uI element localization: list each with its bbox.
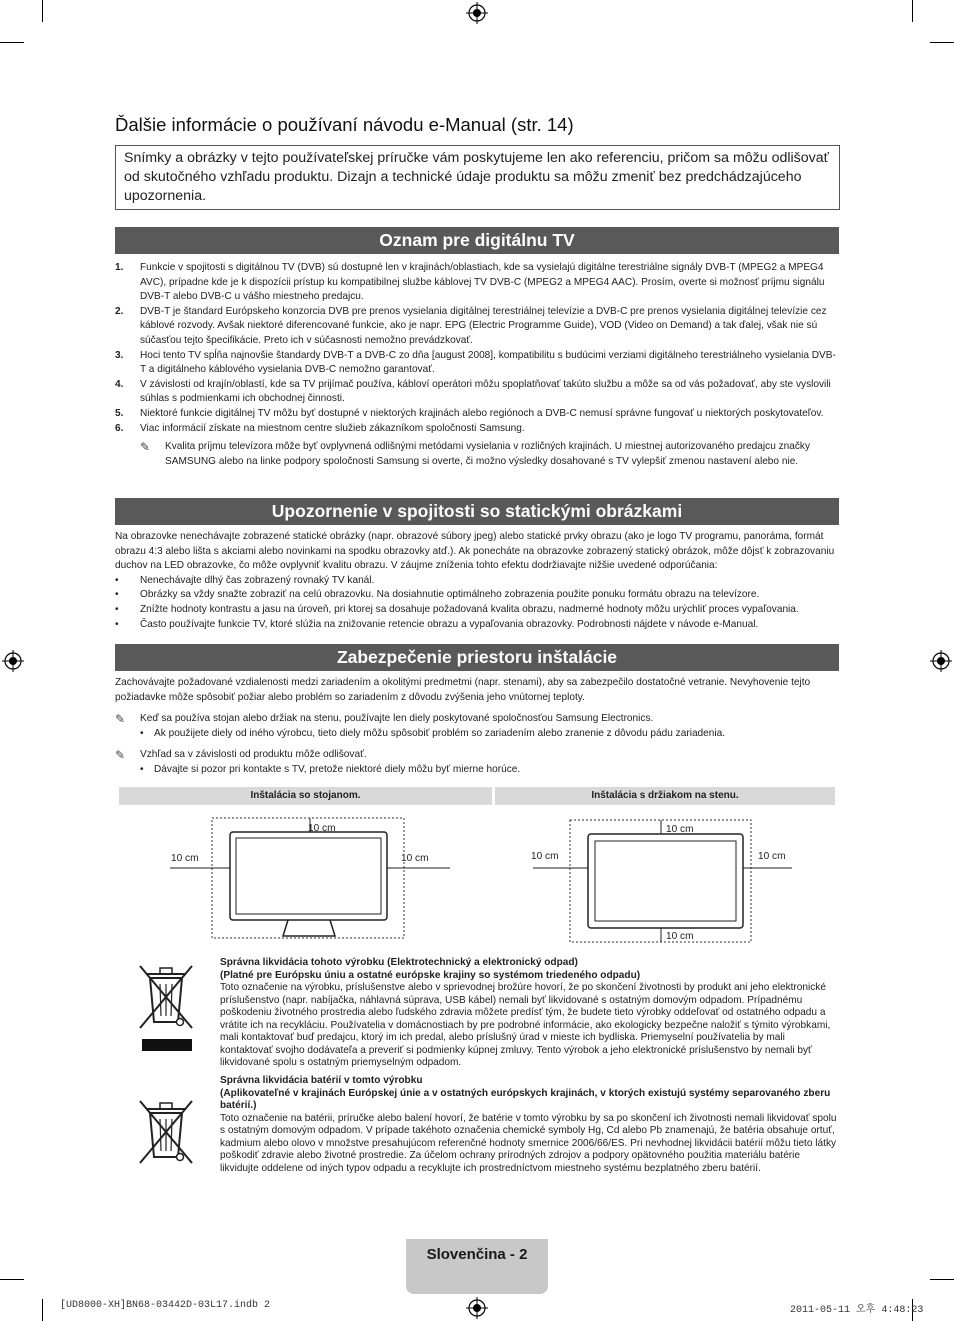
list-item: • Nenechávajte dlhý čas zobrazený rovnaký TV kanál. bbox=[115, 574, 375, 586]
note-pencil-icon: ✎ bbox=[115, 712, 126, 727]
battery-disposal-text: Správna likvidácia batérií v tomto výrobku (Aplikovateľné v krajinách Európskej únie a v ostatných európskych krajinách, v ktorých existujú systémy separovaného zberu batérií.) Toto označenie na batérii, príručke alebo balení hovorí, že batérie v tomto výrobku by sa po skončení ich životnosti nemali likvidovať spolu s ostatným domovým odpadom. V prípade takéhoto označenia chemické symboly Hg, Cd alebo Pb znamenajú, že batéria obsahuje ortuť, kadmium alebo olovo v množstve presahujúcom referenčné hodnoty smernice 2006/66/ES. Pri nevhodnej likvidácii batérií môžu tieto látky poškodiť zdravie alebo životné prostredie. Za účelom ochrany prírodných zdrojov a podpory opätovného použitia materiálu batérie likvidujte oddelene od iných typov odpadu a recyklujte ich prostredníctvom miestneho systému bezplatného zberu batérií. bbox=[220, 1075, 837, 1174]
distance-label-left: 10 cm bbox=[171, 853, 199, 864]
crop-mark bbox=[930, 1279, 954, 1280]
list-item: • Dávajte si pozor pri kontakte s TV, pretože niektoré diely môžu byť mierne horúce. bbox=[140, 763, 521, 775]
page-number-tab: Slovenčina - 2 bbox=[406, 1239, 548, 1294]
registration-mark-icon bbox=[2, 650, 24, 672]
list-item: 1. Funkcie v spojitosti s digitálnou TV (DVB) sú dostupné len v krajinách/oblastiach, kde sa vysielajú digitálne terestriálne signály DVB-T (MPEG2 a MPEG4 AVC), prípadne kde je k dispozícii prístup ku kompatibilnej službe káblovej TV DVB-C (MPEG2 a MPEG4 AAC). Prosím, overte si možnosť príjmu signálu DVB-T alebo DVB-C u vášho miestneho predajcu. bbox=[115, 262, 825, 303]
stand-installation-header: Inštalácia so stojanom. bbox=[119, 787, 492, 805]
list-item: 6. Viac informácií získate na miestnom centre služieb zákazníkom spoločnosti Samsung. bbox=[115, 422, 525, 434]
page-title: Ďalšie informácie o používaní návodu e-Manual (str. 14) bbox=[115, 114, 574, 135]
note-pencil-icon: ✎ bbox=[115, 748, 126, 763]
distance-label-left: 10 cm bbox=[531, 851, 559, 862]
registration-mark-icon bbox=[930, 650, 952, 672]
section-heading-digital-tv: Oznam pre digitálnu TV bbox=[115, 227, 839, 254]
list-item: 2. DVB-T je štandard Európskeho konzorcia DVB pre prenos vysielania digitálnej terestriálnej televízie a DVB-C pre prenos vysielania digitálnej televízie cez káblové rozvody. Avšak niektoré diferencované funkcie, ako je napr. EPG (Electric Programme Guide), VOD (Video on Demand) a tak ďalej, však nie sú súčasťou tejto špecifikácie. Preto ich v súčasnosti nemožno prevádzkovať. bbox=[115, 305, 827, 346]
crossed-bin-icon bbox=[136, 960, 196, 1052]
list-item: 3. Hoci tento TV spĺňa najnovšie štandardy DVB-T a DVB-C zo dňa [august 2008], kompatibilitu s budúcimi verziami digitálneho terestriálneho vysielania DVB-T a digitálneho káblového vysielania DVB-C nemožno garantovať. bbox=[115, 349, 836, 376]
digital-tv-list bbox=[115, 261, 839, 469]
wall-mount-installation-diagram bbox=[530, 810, 800, 950]
distance-label-bottom: 10 cm bbox=[666, 931, 694, 942]
static-images-body: Na obrazovke nenechávajte zobrazené statické obrázky (napr. obrazové súbory jpeg) alebo statické prvky obrazu (ako je logo TV programu, panoráma, formát obrazu 4:3 alebo lišta s akciami alebo novinkami na spodku obrazovky atď.). Ak ponecháte na obrazovke zobrazený statický obrázok, môže dôjsť k zobrazovaniu duchov na LED obrazovke, čo môže ovplyvniť kvalitu obrazu. V záujme zníženia tohto efektu dodržiavajte nižšie uvedené odporúčania: • Nenechávajte dlhý čas zobrazený rovnaký TV kanál. • Obrázky sa vždy snažte zobraziť na celú obrazovku. Na dosiahnutie optimálneho zobrazenia použite ponuku formátu obrazu na televízore. • Znížte hodnoty kontrastu a jasu na úroveň, pri ktorej sa dosahuje požadovaná kvalita obrazu, nadmerné hodnoty môžu urýchliť proces vypaľovania. • Často používajte funkcie TV, ktoré slúžia na znižovanie retencie obrazu a vypaľovania obrazovky. Podrobnosti nájdete v návode e-Manual. bbox=[115, 530, 839, 632]
installation-body: Zachovávajte požadované vzdialenosti medzi zariadením a okolitými predmetmi (napr. stenami), aby sa zabezpečilo dostatočné vetranie. Nevyhovenie tejto požiadavke môže spôsobiť požiar alebo problém so zariadením z dôvodu zvýšenia jeho vnútornej teploty. ✎ Keď sa používa stojan alebo držiak na stenu, používajte len diely poskytované spoločnosťou Samsung Electronics. • Ak použijete diely od iného výrobcu, tieto diely môžu spôsobiť problém so zariadením alebo zranenie z dôvodu pádu zariadenia. ✎ Vzhľad sa v závislosti od produktu môže odlišovať. • Dávajte si pozor pri kontakte s TV, pretože niektoré diely môžu byť mierne horúce. bbox=[115, 676, 839, 778]
list-item: • Ak použijete diely od iného výrobcu, tieto diely môžu spôsobiť problém so zariadením alebo zranenie z dôvodu pádu zariadenia. bbox=[140, 727, 726, 739]
note: ✎ Keď sa používa stojan alebo držiak na stenu, používajte len diely poskytované spoločnosťou Samsung Electronics. bbox=[115, 712, 654, 727]
print-slug-left: [UD8000-XH]BN68-03442D-03L17.indb 2 bbox=[60, 1300, 271, 1311]
registration-mark-icon bbox=[466, 1297, 488, 1319]
crop-mark bbox=[930, 42, 954, 43]
crop-mark bbox=[912, 0, 913, 22]
crop-mark bbox=[42, 0, 43, 22]
distance-label-right: 10 cm bbox=[401, 853, 429, 864]
distance-label-top: 10 cm bbox=[308, 823, 336, 834]
note-pencil-icon: ✎ bbox=[140, 440, 151, 455]
list-item: 5. Niektoré funkcie digitálnej TV môžu byť dostupné v niektorých krajinách alebo regiónoch a DVB-C nemusí správne fungovať u niektorých poskytovateľov. bbox=[115, 407, 824, 419]
distance-label-right: 10 cm bbox=[758, 851, 786, 862]
note: ✎ Vzhľad sa v závislosti od produktu môže odlišovať. bbox=[115, 748, 367, 763]
note: ✎ Kvalita príjmu televízora môže byť ovplyvnená odlišnými metódami vysielania v rozličných krajinách. U miestnej autorizovaného predajcu značky SAMSUNG alebo na linke podpory spoločnosti Samsung si overte, či možno výsledky dosahované s TV vylepšiť zmenou nastavení alebo nie. bbox=[115, 440, 839, 469]
tv-icon bbox=[230, 832, 387, 920]
disclaimer-box: Snímky a obrázky v tejto používateľskej príručke vám poskytujeme len ako referenciu, pričom sa môžu odlišovať od skutočného vzhľadu produktu. Dizajn a technické údaje produktu sa môžu zmeniť bez predchádzajúceho upozornenia. bbox=[115, 145, 840, 210]
weee-disposal-text: Správna likvidácia tohoto výrobku (Elektrotechnický a elektronický odpad) (Platné pre Európsku úniu a ostatné európske krajiny so systémom triedeného odpadu) Toto označenie na výrobku, príslušenstve alebo v sprievodnej brožúre hovorí, že po skončení životnosti by produkt ani jeho elektronické príslušenstvo (napr. nabíjačka, náhlavná súprava, USB kábel) nemali byť likvidované s ostatným domovým odpadom. Prípadnému poškodeniu životného prostredia alebo ľudského zdravia môžete predísť tým, že budete tieto výrobky oddeľovať od ostatného odpadu a vrátite ich na recykláciu. Používatelia v domácnostiach by pre podrobné informácie, ako ekologicky bezpečne naložiť s týmito výrobkami, mali kontaktovať buď predajcu, ktorý im ich predal, alebo príslušný úrad v mieste ich bydliska. Priemyselní používatelia by mali kontaktovať svojho dodávateľa a preveriť si podmienky kúpnej zmluvy. Tento výrobok a jeho elektronické príslušenstvo by nemali byť likvidované spolu s ostatným priemyselným odpadom. bbox=[220, 957, 831, 1068]
distance-label-top: 10 cm bbox=[666, 824, 694, 835]
crop-mark bbox=[0, 1279, 24, 1280]
list-item: • Často používajte funkcie TV, ktoré slúžia na znižovanie retencie obrazu a vypaľovania obrazovky. Podrobnosti nájdete v návode e-Manual. bbox=[115, 618, 759, 630]
section-heading-static-images: Upozornenie v spojitosti so statickými obrázkami bbox=[115, 498, 839, 525]
registration-mark-icon bbox=[466, 2, 488, 24]
print-slug-right: 2011-05-11 오후 4:48:23 bbox=[790, 1305, 924, 1316]
crop-mark bbox=[42, 1299, 43, 1321]
crop-mark bbox=[0, 42, 24, 43]
list-item: • Znížte hodnoty kontrastu a jasu na úroveň, pri ktorej sa dosahuje požadovaná kvalita obrazu, nadmerné hodnoty môžu urýchliť proces vypaľovania. bbox=[115, 603, 799, 615]
list-item: 4. V závislosti od krajín/oblastí, kde sa TV prijímač používa, kábloví operátori môžu spoplatňovať takúto službu a môže sa od vás požadovať, aby ste vyslovili súhlas s podmienkami ich obchodnej činnosti. bbox=[115, 378, 831, 405]
crossed-bin-battery-icon bbox=[136, 1095, 196, 1165]
section-heading-installation: Zabezpečenie priestoru inštalácie bbox=[115, 644, 839, 671]
list-item: • Obrázky sa vždy snažte zobraziť na celú obrazovku. Na dosiahnutie optimálneho zobrazenia použite ponuku formátu obrazu na televízore. bbox=[115, 589, 760, 601]
tv-icon bbox=[588, 834, 743, 928]
wall-mount-installation-header: Inštalácia s držiakom na stenu. bbox=[495, 787, 835, 805]
